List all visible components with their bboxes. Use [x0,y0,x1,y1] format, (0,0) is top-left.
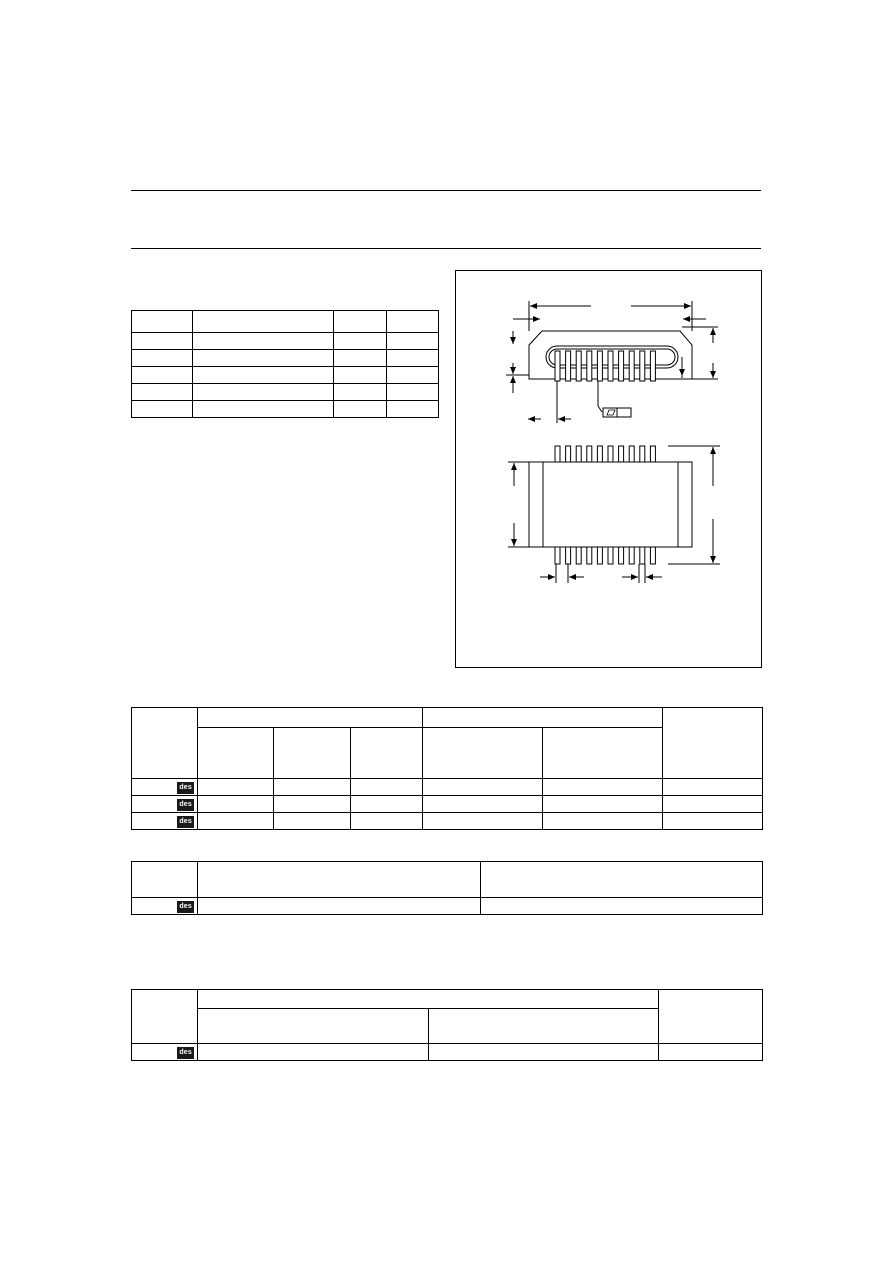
table-row [132,384,439,401]
side-view-leads [555,351,655,381]
table-row [132,311,439,333]
package-drawing-svg [456,271,761,667]
table-header-row [132,990,763,1009]
lead [640,547,645,564]
table-row [132,796,763,813]
table-row [132,350,439,367]
table-row [132,813,763,830]
lead [566,446,571,462]
header-rule-top [131,190,761,191]
top-view-leads [555,446,655,564]
lead [597,547,602,564]
lead [640,351,645,381]
table-row [132,779,763,796]
lead [587,547,592,564]
lead [640,446,645,462]
des-badge: des [177,799,194,811]
table-header-row [132,862,763,898]
lead [619,351,624,381]
top-view [508,446,720,583]
dimension-table [131,310,439,418]
lead [587,446,592,462]
des-badge: des [177,1047,194,1059]
table-row [132,401,439,418]
lead [650,351,655,381]
lead [587,351,592,381]
lead [608,351,613,381]
lead [608,446,613,462]
table-row [132,367,439,384]
lead [650,547,655,564]
lead [619,547,624,564]
lead [576,446,581,462]
packing-table [131,989,763,1061]
lead [608,547,613,564]
marking-table [131,861,763,915]
table-row [132,1044,763,1061]
lead [566,547,571,564]
des-badge: des [177,816,194,828]
table-header-row [132,708,763,728]
table-row [132,898,763,915]
lead [555,446,560,462]
lead [555,351,560,381]
lead [629,446,634,462]
des-badge: des [177,901,194,913]
lead [629,351,634,381]
lead [597,446,602,462]
ordering-table [131,707,763,830]
lead [555,547,560,564]
lead [629,547,634,564]
table-row [132,333,439,350]
lead [566,351,571,381]
lead [576,547,581,564]
lead [619,446,624,462]
des-badge: des [177,782,194,794]
header-rule-bottom [131,248,761,249]
lead [650,446,655,462]
package-outline-drawing [455,270,762,668]
lead [576,351,581,381]
lead [597,351,602,381]
